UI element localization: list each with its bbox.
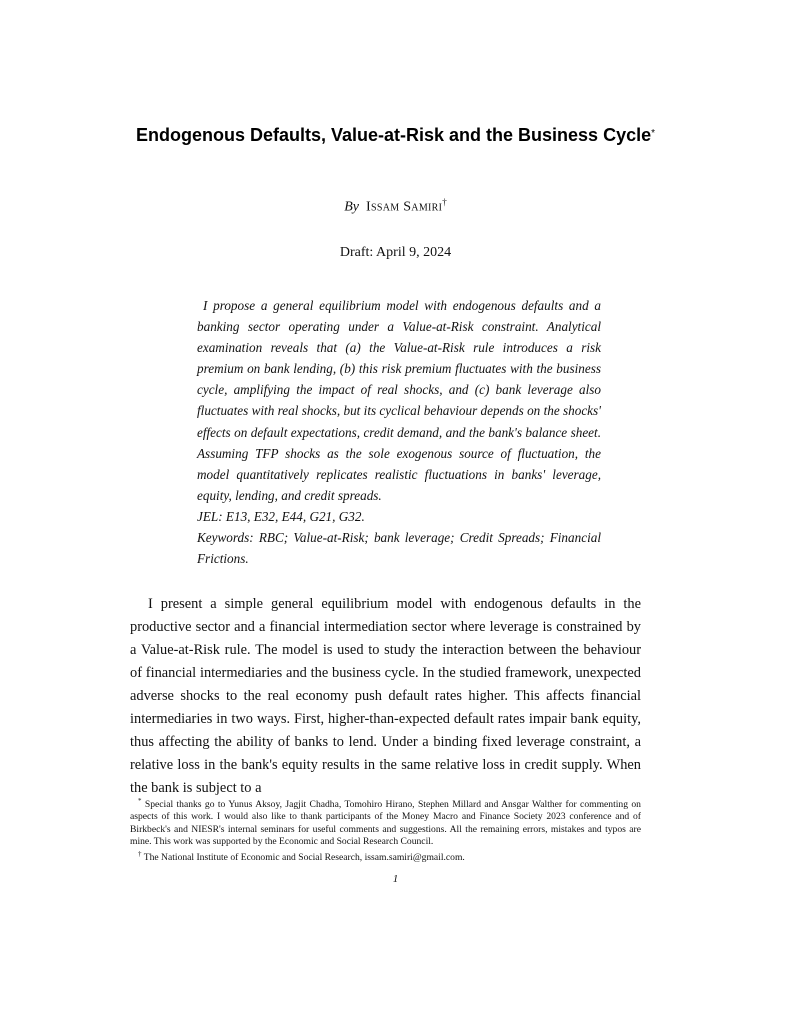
author-footnote-mark: † (442, 197, 447, 207)
body-paragraph: I present a simple general equilibrium model with endogenous defaults in the productive sector and a financial intermediation sector where leverage is constrained by a Value-at-Risk rule. The model is used to study the interaction between the behaviour of financial intermediaries and the business cycle. In the studied framework, unexpected adverse shocks to the real economy push default rates higher. This affects financial intermediaries in two ways. First, higher-than-expected default rates impair bank equity, thus affecting the ability of banks to lend. Under a binding fixed leverage constraint, a relative loss in the bank's equity results in the same relative loss in credit supply. When the bank is subject to a (130, 596, 641, 796)
footnote-2-mark: † (138, 850, 142, 859)
footnote-2-text: The National Institute of Economic and Social Research, issam.samiri@gmail.com. (143, 852, 465, 864)
author-by: By (344, 199, 360, 215)
footnote-1-text: Special thanks go to Yunus Aksoy, Jagjit Chadha, Tomohiro Hirano, Stephen Millard and Ansgar Walther for commenting on aspects of this work. I would also like to thank participants of the Money Macro and Finance Society 2023 conference and of Birkbeck's and NIESR's internal seminars for useful comments and suggestions. All the remaining errors, mistakes and typos are mine. This work was supported by the Economic and Social Research Council. (130, 799, 641, 848)
footnote-1-mark: * (138, 797, 142, 805)
footnote-2 (130, 848, 641, 864)
footnote-1 (130, 795, 641, 848)
author-name: Issam Samiri (366, 199, 443, 215)
draft-date: Draft: April 9, 2024 (339, 245, 452, 260)
keywords: Keywords: RBC; Value-at-Risk; bank leverage; Credit Spreads; Financial Frictions. (197, 530, 601, 567)
footnote-divider (130, 789, 250, 791)
paper-title (130, 122, 661, 149)
author-line (0, 197, 791, 216)
jel-codes: JEL: E13, E32, E44, G21, G32. (197, 508, 365, 524)
paper-title-text: Endogenous Defaults, Value-at-Risk and the Business Cycle (135, 125, 652, 145)
footnotes (130, 795, 641, 865)
abstract (197, 295, 601, 569)
abstract-text: I propose a general equilibrium model with endogenous defaults and a banking sector operating under a Value-at-Risk constraint. Analytical examination reveals that (a) the Value-at-Risk rule introduces a risk premium on bank lending, (b) this risk premium fluctuates with the business cycle, amplifying the impact of real shocks, and (c) bank leverage also fluctuates with real shocks, but its cyclical behaviour depends on the shocks' effects on default expectations, credit demand, and the bank's balance sheet. Assuming TFP shocks as the sole exogenous source of fluctuation, the model quantitatively replicates realistic fluctuations in banks' leverage, equity, lending, and credit spreads. (197, 298, 601, 503)
title-footnote-mark: * (651, 128, 656, 139)
body-text (130, 593, 641, 800)
page-number: 1 (392, 873, 399, 885)
